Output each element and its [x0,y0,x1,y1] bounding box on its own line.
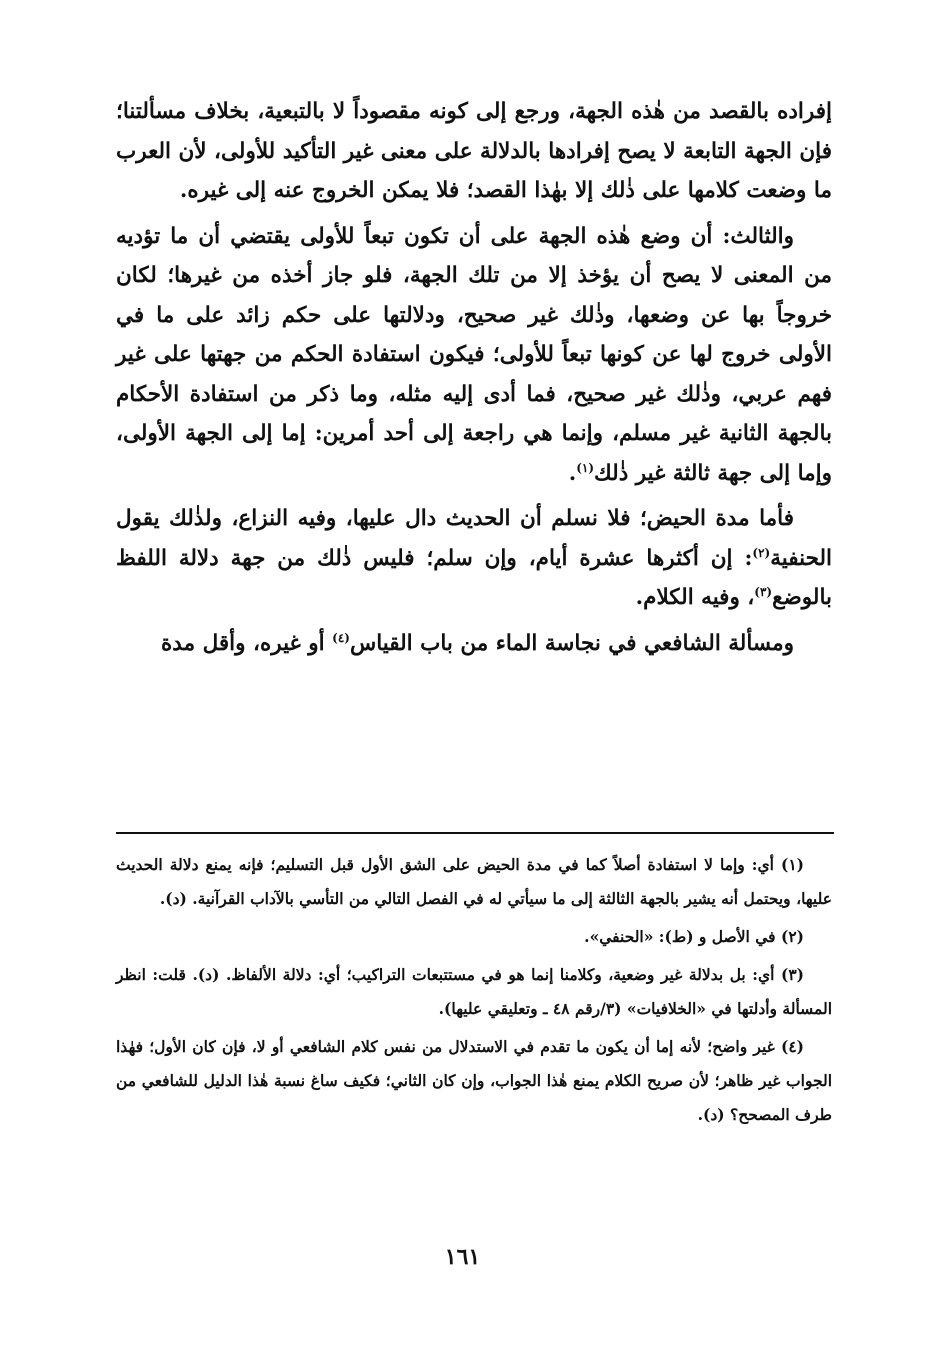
footnote-ref-4: (٤) [332,630,350,645]
body-text [116,92,832,663]
paragraph-4 [116,624,832,664]
paragraph-2-end: . [568,460,577,486]
footnote-1: (١) أي: وإما لا استفادة أصلاً كما في مدة الحيض على الشق الأول قبل التسليم؛ فإنه يمنع دلالة الحديث عليها، ويحتمل أنه يشير بالجهة الثالثة إلى ما سيأتي له في الفصل التالي من التأسي بالآداب القرآنية. (د). [116,855,832,908]
footnote-4: (٤) غير واضح؛ لأنه إما أن يكون ما تقدم في الاستدلال من نفس كلام الشافعي أو لا، فإن كان الأول؛ فهٰذا الجواب غير ظاهر؛ لأن صريح الكلام يمنع هٰذا الجواب، وإن كان الثاني؛ فكيف ساغ نسبة هٰذا الدليل للشافعي من طرف المصحح؟ (د). [116,1037,832,1124]
paragraph-1 [116,92,832,211]
footnote-divider [116,832,834,834]
main-text [116,92,832,669]
paragraph-4-text-b: أو غيره، وأقل مدة [161,630,333,656]
paragraph-2-lead: والثالث: [722,223,794,249]
footnote-2: (٢) في الأصل و (ط): «الحنفي». [584,927,804,946]
paragraph-2-text: أن وضع هٰذه الجهة على أن تكون تبعاً للأولى يقتضي أن ما تؤديه من المعنى لا يصح أن يؤخذ إلا من تلك الجهة، فلو جاز أخذه من غيرها؛ لكان خروجاً بها عن وضعها، وذٰلك غير صحيح، ودلالتها على حكم زائد على ما في الأولى خروج لها عن كونها تبعاً للأولى؛ فيكون استفادة الحكم من جهتها على غير فهم عربي، وذٰلك غير صحيح، فما أدى إليه مثله، وما ذكر من استفادة الأحكام بالجهة الثانية غير مسلم، وإنما هي راجعة إلى أحد أمرين: إما إلى الجهة الأولى، وإما إلى جهة ثالثة غير ذٰلك [116,223,832,486]
footnote-ref-3: (٣) [754,584,773,599]
paragraph-3-text-a: فأما مدة الحيض؛ فلا نسلم أن الحديث دال عليها، وفيه النزاع، ولذٰلك يقول الحنفية [116,506,832,571]
paragraph-1-text: إفراده بالقصد من هٰذه الجهة، ورجع إلى كونه مقصوداً لا بالتبعية، بخلاف مسألتنا؛ فإن الجهة التابعة لا يصح إفرادها بالدلالة على معنى غير التأكيد للأولى، لأن العرب ما وضعت كلامها على ذٰلك إلا بهٰذا القصد؛ فلا يمكن الخروج عنه إلى غيره. [116,99,832,203]
paragraph-3 [116,499,832,618]
paragraph-2 [116,217,832,494]
footnote-ref-2: (٢) [752,545,771,560]
footnote-ref-1: (١) [576,460,595,475]
page-number: ١٦١ [444,1244,481,1270]
paragraph-3-text-c: ، وفيه الكلام. [635,585,755,610]
paragraph-4-text-a: ومسألة الشافعي في نجاسة الماء من باب القياس [349,630,794,656]
footnotes [116,848,832,1136]
footnote-3: (٣) أي: بل بدلالة غير وضعية، وكلامنا إنما هو في مستتبعات التراكيب؛ أي: دلالة الألفاظ. (د). قلت: انظر المسألة وأدلتها في «الخلافيات» (٣/رقم ٤٨ ـ وتعليقي عليها). [116,965,832,1018]
paragraph-3-text-b: : إن أكثرها عشرة أيام، وإن سلم؛ فليس ذٰلك من جهة دلالة اللفظ بالوضع [116,545,832,610]
